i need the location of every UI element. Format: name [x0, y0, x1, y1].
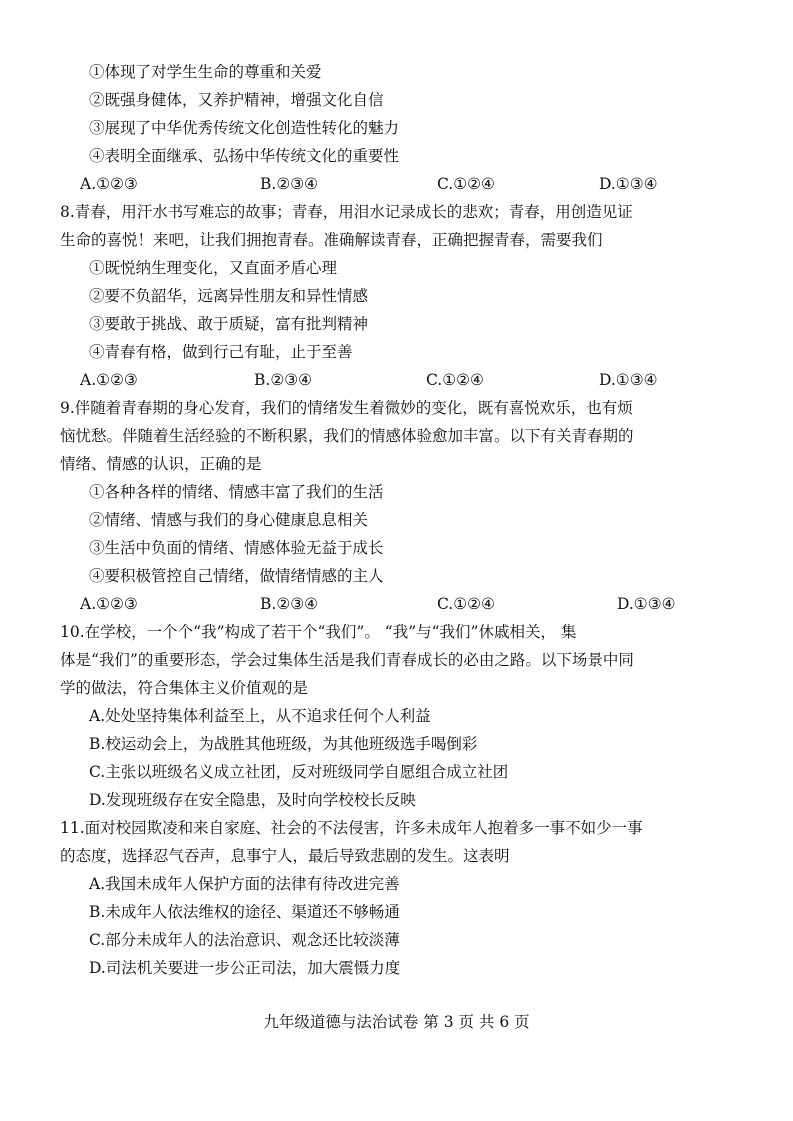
q10-stem-line-2: 体是“我们”的重要形态，学会过集体生活是我们青春成长的必由之路。以下场景中同: [60, 651, 634, 669]
q9-statement-3: ③生活中负面的情绪、情感体验无益于成长: [89, 539, 384, 557]
q9-choice-c: C.①②④: [437, 595, 495, 613]
q9-statement-2: ②情绪、情感与我们的身心健康息息相关: [89, 511, 369, 529]
q7-choice-a: A.①②③: [80, 175, 138, 193]
q7-choice-d: D.①③④: [599, 175, 658, 193]
q9-choice-a: A.①②③: [80, 595, 138, 613]
q7-choices: [0, 174, 793, 194]
q7-statement-1: ①体现了对学生生命的尊重和关爱: [89, 63, 322, 81]
q8-statement-2: ②要不负韶华，远离异性朋友和异性情感: [89, 287, 369, 305]
q8-stem-line-2: 生命的喜悦！来吧，让我们拥抱青春。准确解读青春，正确把握青春，需要我们: [60, 231, 603, 249]
q10-stem-line-3: 学的做法，符合集体主义价值观的是: [60, 679, 309, 697]
q8-choices: [0, 370, 793, 390]
q9-choice-b: B.②③④: [260, 595, 319, 613]
q8-choice-b: B.②③④: [254, 371, 313, 389]
q8-statement-1: ①既悦纳生理变化，又直面矛盾心理: [89, 259, 338, 277]
q7-statement-2: ②既强身健体，又养护精神，增强文化自信: [89, 91, 384, 109]
q10-option-d: D.发现班级存在安全隐患，及时向学校校长反映: [89, 791, 416, 809]
q7-statement-4: ④表明全面继承、弘扬中华传统文化的重要性: [89, 147, 400, 165]
q8-statement-3: ③要敢于挑战、敢于质疑，富有批判精神: [89, 315, 369, 333]
q10-option-b: B.校运动会上，为战胜其他班级，为其他班级选手喝倒彩: [89, 735, 478, 753]
q9-choice-d: D.①③④: [617, 595, 676, 613]
q10-stem-line-1: 10.在学校，一个个“我”构成了若干个“我们”。 “我”与“我们”休戚相关， 集: [60, 623, 577, 641]
q9-statement-4: ④要积极管控自己情绪，做情绪情感的主人: [89, 567, 384, 585]
q9-stem-line-3: 情绪、情感的认识，正确的是: [60, 455, 262, 473]
q8-choice-d: D.①③④: [599, 371, 658, 389]
q11-stem-line-2: 的态度，选择忍气吞声，息事宁人，最后导致悲剧的发生。这表明: [60, 847, 510, 865]
q8-choice-a: A.①②③: [80, 371, 138, 389]
q9-statement-1: ①各种各样的情绪、情感丰富了我们的生活: [89, 483, 384, 501]
q8-choice-c: C.①②④: [426, 371, 484, 389]
q11-option-a: A.我国未成年人保护方面的法律有待改进完善: [89, 875, 400, 893]
q8-statement-4: ④青春有格，做到行己有耻，止于至善: [89, 343, 353, 361]
q10-option-a: A.处处坚持集体利益至上，从不追求任何个人利益: [89, 707, 431, 725]
q9-choices: [0, 594, 793, 614]
q11-option-b: B.未成年人依法维权的途径、渠道还不够畅通: [89, 903, 400, 921]
q7-choice-c: C.①②④: [437, 175, 495, 193]
q11-option-d: D.司法机关要进一步公正司法，加大震慑力度: [89, 959, 401, 977]
q10-option-c: C.主张以班级名义成立社团，反对班级同学自愿组合成立社团: [89, 763, 509, 781]
q9-stem-line-2: 恼忧愁。伴随着生活经验的不断积累，我们的情感体验愈加丰富。以下有关青春期的: [60, 427, 634, 445]
q11-stem-line-1: 11.面对校园欺凌和来自家庭、社会的不法侵害，许多未成年人抱着多一事不如少一事: [60, 819, 643, 837]
q7-statement-3: ③展现了中华优秀传统文化创造性转化的魅力: [89, 119, 400, 137]
q11-option-c: C.部分未成年人的法治意识、观念还比较淡薄: [89, 931, 400, 949]
q8-stem-line-1: 8.青春，用汗水书写难忘的故事；青春，用泪水记录成长的悲欢；青春，用创造见证: [60, 203, 633, 221]
page-footer: 九年级道德与法治试卷 第 3 页 共 6 页: [263, 1013, 530, 1031]
q7-choice-b: B.②③④: [260, 175, 319, 193]
q9-stem-line-1: 9.伴随着青春期的身心发育，我们的情绪发生着微妙的变化，既有喜悦欢乐，也有烦: [60, 399, 633, 417]
